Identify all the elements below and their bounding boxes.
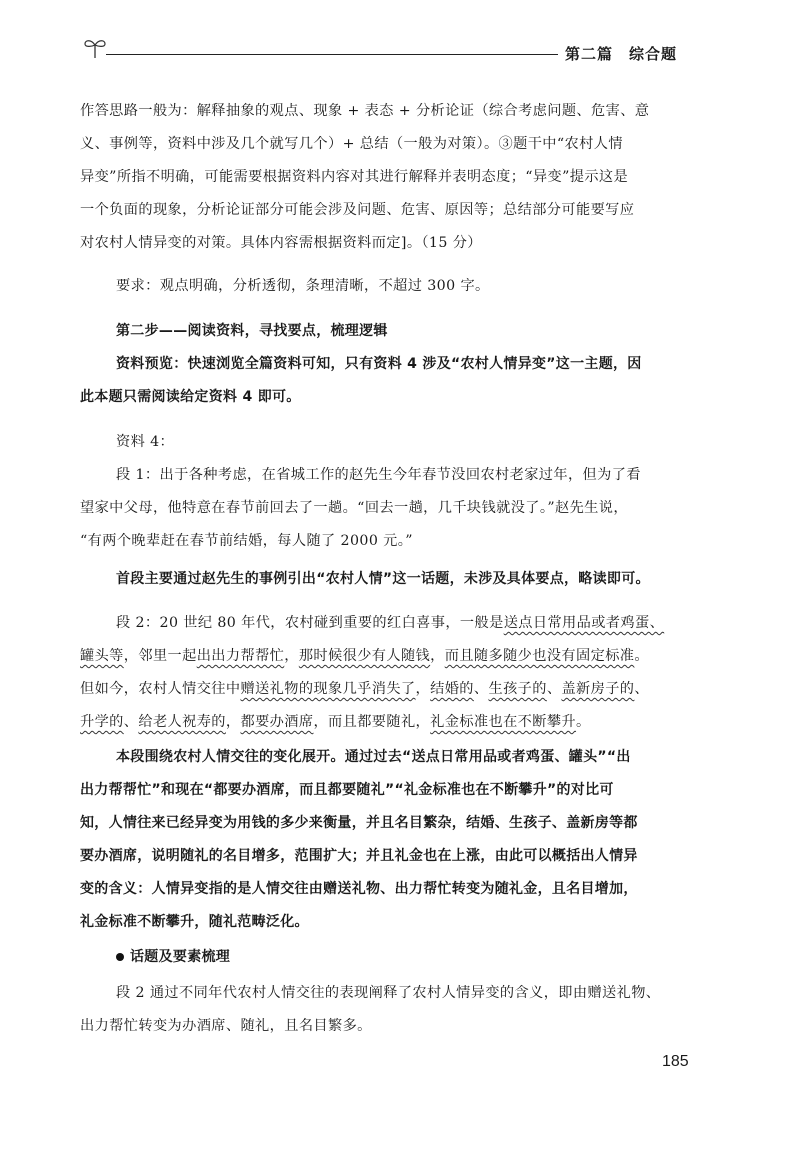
key-phrase: 盖新房子的 xyxy=(561,681,635,697)
key-phrase: 罐头等 xyxy=(80,648,124,664)
step-heading: 第二步——阅读资料，寻找要点，梳理逻辑 xyxy=(116,323,388,339)
para2-line: 升学的、给老人祝寿的，都要办酒席，而且都要随礼，礼金标准也在不断攀升。 xyxy=(80,714,591,730)
header-section: 综合题 xyxy=(629,45,678,63)
key-phrase: 送点日常用品或者鸡蛋、 xyxy=(503,615,665,631)
preview-text: 此本题只需阅读给定资料 4 即可。 xyxy=(80,389,301,405)
key-phrase: 都要办酒席 xyxy=(240,714,314,730)
summary-text: 出力帮忙转变为办酒席、随礼，且名目繁多。 xyxy=(80,1018,372,1034)
text-line: 对农村人情异变的对策。具体内容需根据资料而定]。（15 分） xyxy=(80,235,482,251)
para1-text: 望家中父母，他特意在春节前回去了一趟。“回去一趟，几千块钱就没了。”赵先生说， xyxy=(80,500,628,516)
text-line: 作答思路一般为：解释抽象的观点、现象 + 表态 + 分析论证（综合考虑问题、危害、意 xyxy=(80,103,650,119)
key-phrase: 结婚的 xyxy=(430,681,474,697)
sprout-icon xyxy=(82,36,108,60)
key-phrase: 那时候很少有人随钱 xyxy=(298,648,431,664)
header-part: 第二篇 xyxy=(565,45,614,63)
para2-line: 段 2：20 世纪 80 年代，农村碰到重要的红白喜事，一般是送点日常用品或者鸡蛋、 xyxy=(116,615,665,631)
preview-text: 资料预览：快速浏览全篇资料可知，只有资料 4 涉及“农村人情异变”这一主题，因 xyxy=(116,356,642,372)
text-line: 异变”所指不明确，可能需要根据资料内容对其进行解释并表明态度；“异变”提示这是 xyxy=(80,169,629,185)
para2-analysis: 要办酒席，说明随礼的名目增多，范围扩大；并且礼金也在上涨，由此可以概括出人情异 xyxy=(80,848,638,864)
key-phrase: 赠送礼物的现象几乎消失了 xyxy=(240,681,416,697)
para1-analysis: 首段主要通过赵先生的事例引出“农村人情”这一话题，未涉及具体要点，略读即可。 xyxy=(116,571,650,587)
para2-line: 但如今，农村人情交往中赠送礼物的现象几乎消失了，结婚的、生孩子的、盖新房子的、 xyxy=(80,681,649,697)
key-phrase: 礼金标准也在不断攀升 xyxy=(430,714,577,730)
para2-analysis: 礼金标准不断攀升，随礼范畴泛化。 xyxy=(80,914,309,930)
para2-analysis: 本段围绕农村人情交往的变化展开。通过过去“送点日常用品或者鸡蛋、罐头”“出 xyxy=(116,749,631,765)
key-phrase: 而且随多随少也没有固定标准 xyxy=(444,648,635,664)
key-phrase: 生孩子的 xyxy=(488,681,547,697)
key-phrase: 升学的 xyxy=(80,714,124,730)
header-rule xyxy=(106,54,558,55)
para2-line: 罐头等，邻里一起出出力帮帮忙，那时候很少有人随钱，而且随多随少也没有固定标准。 xyxy=(80,648,649,664)
key-phrase: 给老人祝寿的 xyxy=(138,714,226,730)
text-line: 一个负面的现象，分析论证部分可能会涉及问题、危害、原因等；总结部分可能要写应 xyxy=(80,202,635,218)
bullet-icon xyxy=(116,953,124,961)
running-header xyxy=(565,43,677,64)
text-line: 义、事例等，资料中涉及几个就写几个）+ 总结（一般为对策）。③题干中“农村人情 xyxy=(80,136,623,152)
requirements: 要求：观点明确，分析透彻，条理清晰，不超过 300 字。 xyxy=(116,278,490,294)
para2-analysis: 出力帮帮忙”和现在“都要办酒席，而且都要随礼”“礼金标准也在不断攀升”的对比可 xyxy=(80,782,614,798)
para1-text: 段 1：出于各种考虑，在省城工作的赵先生今年春节没回农村老家过年，但为了看 xyxy=(116,467,641,483)
para2-analysis: 变的含义：人情异变指的是人情交往由赠送礼物、出力帮忙转变为随礼金，且名目增加， xyxy=(80,881,638,897)
topic-heading: 话题及要素梳理 xyxy=(116,946,230,966)
para1-text: “有两个晚辈赶在春节前结婚，每人随了 2000 元。” xyxy=(80,533,413,549)
summary-text: 段 2 通过不同年代农村人情交往的表现阐释了农村人情异变的含义，即由赠送礼物、 xyxy=(116,985,661,1001)
para2-analysis: 知，人情往来已经异变为用钱的多少来衡量，并且名目繁杂，结婚、生孩子、盖新房等都 xyxy=(80,815,638,831)
page-number: 185 xyxy=(662,1053,689,1070)
key-phrase: 出出力帮帮忙 xyxy=(196,648,285,664)
material-label: 资料 4： xyxy=(116,434,175,450)
